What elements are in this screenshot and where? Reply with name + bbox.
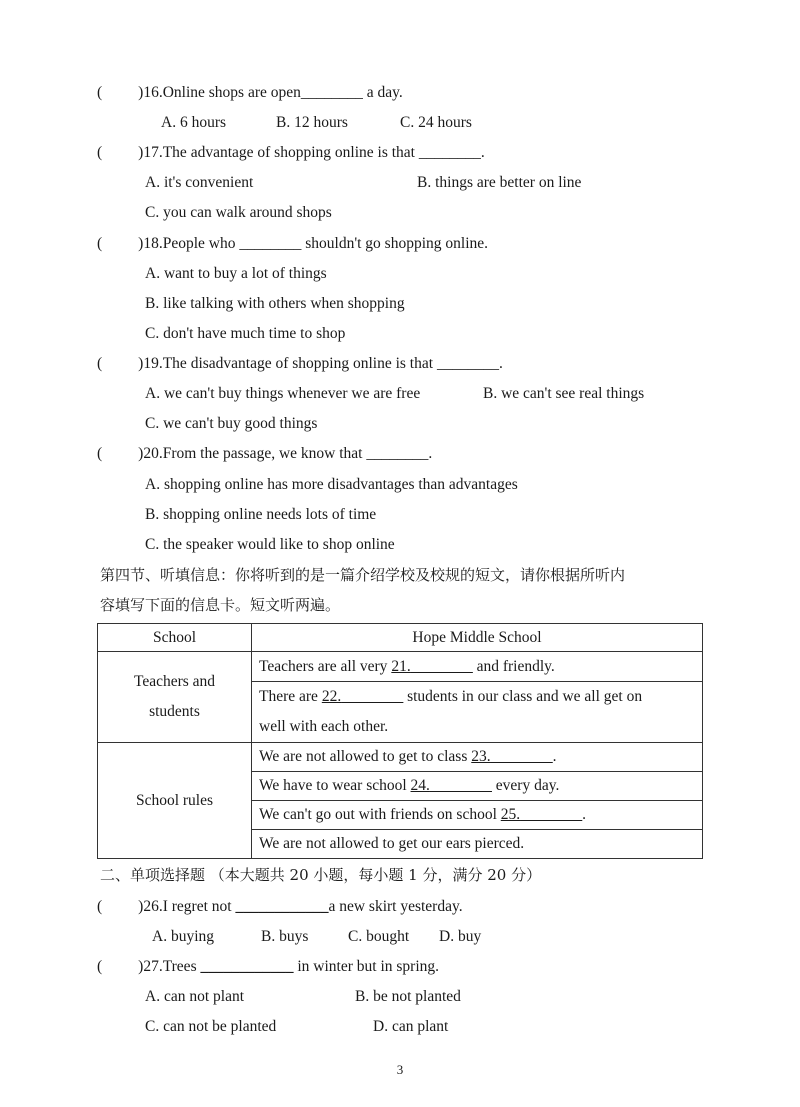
option-b: B. be not planted <box>355 988 461 1005</box>
answer-blank: ________ <box>429 777 492 794</box>
option-c: C. we can't buy good things <box>145 415 318 432</box>
answer-blank: ________ <box>300 84 363 101</box>
option-b: B. things are better on line <box>417 174 582 191</box>
option-b: B. buys <box>261 928 309 945</box>
section4-instruction-line2: 容填写下面的信息卡。短文听两遍。 <box>100 596 341 614</box>
answer-blank: ________ <box>366 445 429 462</box>
question-20: ( )20.From the passage, we know that ________. <box>97 445 433 462</box>
question-number: 18. <box>143 235 163 252</box>
answer-blank: ________ <box>490 748 553 765</box>
answer-paren-close: ) <box>138 84 144 101</box>
row-23: We are not allowed to get to class 23.________. <box>252 743 703 772</box>
question-number: 20. <box>143 445 163 462</box>
option-a: A. shopping online has more disadvantages than advantages <box>145 476 518 493</box>
option-a: A. it's convenient <box>145 174 254 191</box>
answer-blank: ________ <box>418 144 481 161</box>
answer-blank: ________ <box>341 688 404 705</box>
option-a: A. buying <box>152 928 214 945</box>
question-number: 19. <box>143 355 163 372</box>
info-card-table <box>97 623 703 859</box>
group-school-rules: School rules <box>98 743 252 859</box>
answer-blank: ____________ <box>200 958 294 975</box>
option-b: B. 12 hours <box>276 114 348 131</box>
answer-paren-open: ( <box>97 84 103 101</box>
row-22: There are 22.________ students in our class and we all get on well with each other. <box>252 682 703 743</box>
question-number: 17. <box>143 144 163 161</box>
option-a: A. 6 hours <box>161 114 227 131</box>
option-c: C. 24 hours <box>400 114 472 131</box>
row-25: We can't go out with friends on school 25.________. <box>252 801 703 830</box>
option-a: A. can not plant <box>145 988 245 1005</box>
question-18: ( )18.People who ________ shouldn't go shopping online. <box>97 235 489 252</box>
option-a: A. we can't buy things whenever we are free <box>145 385 421 402</box>
option-c: C. the speaker would like to shop online <box>145 536 395 553</box>
row-24: We have to wear school 24.________ every day. <box>252 772 703 801</box>
option-d: D. can plant <box>373 1018 449 1035</box>
table-row <box>98 652 703 682</box>
question-number: 26. <box>143 898 163 915</box>
option-c: C. bought <box>348 928 410 945</box>
page-number: 3 <box>396 1062 404 1077</box>
section4-instruction-line1: 第四节、听填信息：你将听到的是一篇介绍学校及校规的短文，请你根据所听内 <box>100 566 626 584</box>
part2-heading: 二、单项选择题 （本大题共 20 小题，每小题 1 分，满分 20 分） <box>100 866 542 884</box>
table-header-school: School <box>98 624 252 652</box>
option-a: A. want to buy a lot of things <box>145 265 327 282</box>
question-27: ( )27.Trees ____________ in winter but in spring. <box>97 958 440 975</box>
question-26: ( )26.I regret not ____________a new skirt yesterday. <box>97 898 463 915</box>
blank-number: 22. <box>321 688 342 705</box>
question-16: ( )16.Online shops are open________ a day. <box>97 84 403 101</box>
question-19: ( )19.The disadvantage of shopping online is that ________. <box>97 355 503 372</box>
answer-blank: ________ <box>436 355 499 372</box>
option-b: B. we can't see real things <box>483 385 645 402</box>
question-17: ( )17.The advantage of shopping online is that ________. <box>97 144 485 161</box>
blank-number: 24. <box>410 777 430 794</box>
answer-blank: ____________ <box>235 898 329 915</box>
blank-number: 25. <box>500 806 521 823</box>
option-c: C. you can walk around shops <box>145 204 332 221</box>
answer-blank: ________ <box>239 235 302 252</box>
group-teachers-students: Teachers and students <box>98 652 252 743</box>
option-b: B. shopping online needs lots of time <box>145 506 377 523</box>
blank-number: 21. <box>391 657 411 675</box>
answer-blank: ________ <box>410 657 473 675</box>
row-26: We are not allowed to get our ears pierced. <box>252 830 703 859</box>
option-d: D. buy <box>439 928 482 945</box>
answer-blank: ________ <box>520 806 583 823</box>
row-21: Teachers are all very 21.________ and friendly. <box>252 652 703 682</box>
blank-number: 23. <box>471 748 491 765</box>
option-c: C. don't have much time to shop <box>145 325 346 342</box>
option-c: C. can not be planted <box>145 1018 277 1035</box>
table-header-row <box>98 624 703 652</box>
option-b: B. like talking with others when shopping <box>145 295 405 312</box>
question-number: 27. <box>143 958 163 975</box>
question-number: 16. <box>143 84 163 101</box>
table-header-school-name: Hope Middle School <box>252 624 703 652</box>
table-row <box>98 743 703 772</box>
